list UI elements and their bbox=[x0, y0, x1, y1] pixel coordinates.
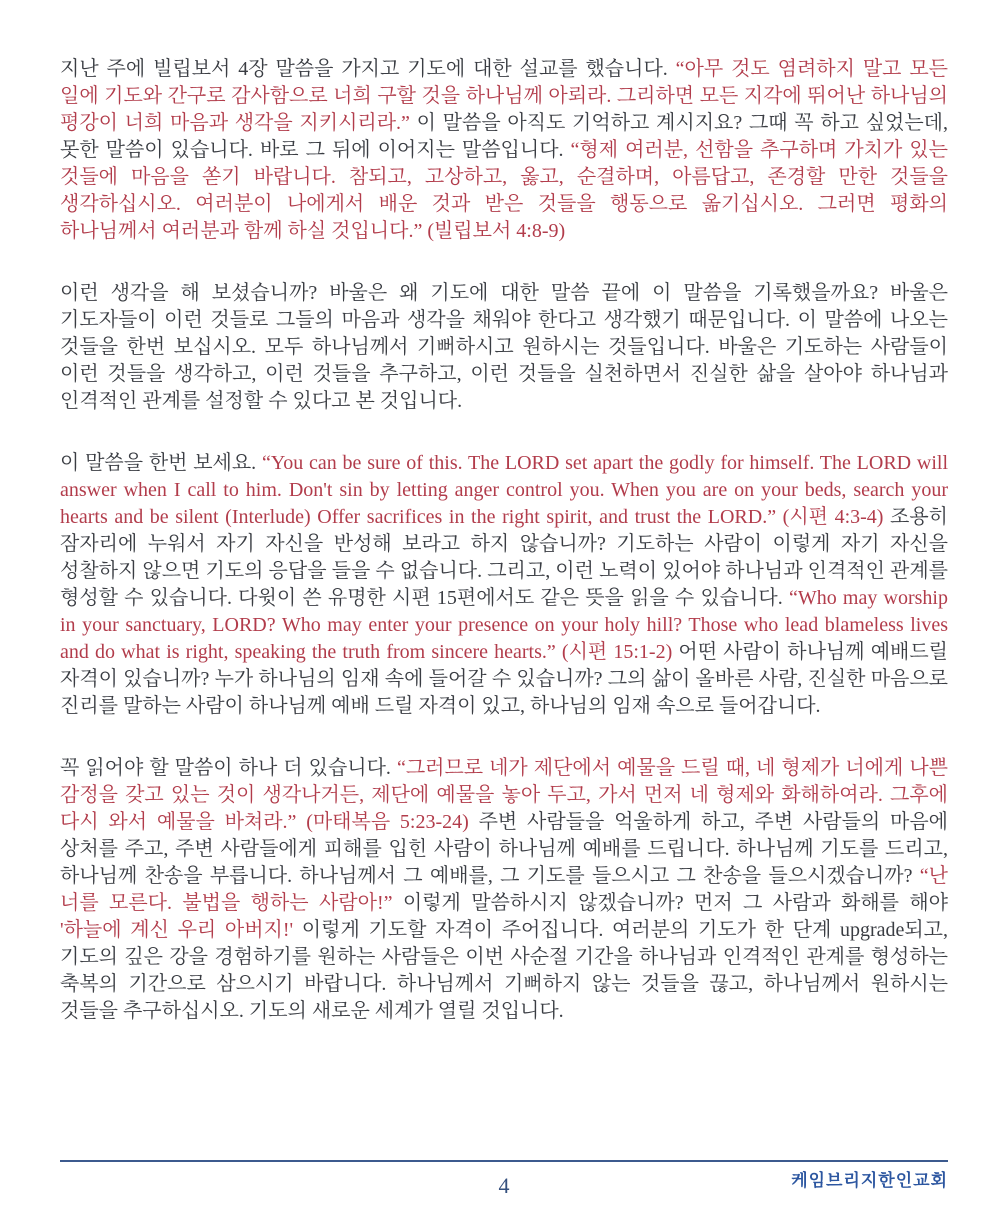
scripture-quote-run: “Who may worship in your sanctuary, LORD? Who may enter your presence on your holy hill? Those who lead blameless lives and do what is right, speaking the truth from sincere hearts.” bbox=[60, 587, 948, 663]
paragraph bbox=[60, 755, 948, 1025]
document-body bbox=[60, 56, 948, 1025]
scripture-quote-run: “난 너를 모른다. 불법을 행하는 사람아!” bbox=[60, 865, 948, 914]
scripture-quote-run: “형제 여러분, 선함을 추구하며 가치가 있는 것들에 마음을 쏟기 바랍니다. 참되고, 고상하고, 옳고, 순결하며, 아름답고, 존경할 만한 것들을 생각하십시오. 여러분이 나에게서 배운 것과 받은 것들을 행동으로 옮기십시오. 그러면 평화의 하나님께서 여러분과 함께 하실 것입니다.” bbox=[60, 139, 948, 242]
scripture-quote-run: (시편 15:1-2) bbox=[555, 641, 673, 663]
body-text-run: 이 말씀을 아직도 기억하고 계시지요? 그때 꼭 하고 싶었는데, 못한 말씀이 있습니다. 바로 그 뒤에 이어지는 말씀입니다. bbox=[60, 112, 948, 161]
body-text-run: 이렇게 말씀하시지 않겠습니까? 먼저 그 사람과 화해를 해야 bbox=[392, 892, 948, 914]
scripture-quote-run: “아무 것도 염려하지 말고 모든 일에 기도와 간구로 감사함으로 너희 구할 것을 하나님께 아뢰라. 그리하면 모든 지각에 뛰어난 하나님의 평강이 너희 마음과 생각을 지키시리라.” bbox=[60, 58, 949, 134]
paragraph bbox=[60, 280, 948, 415]
scripture-quote-run: (빌립보서 4:8-9) bbox=[422, 220, 566, 242]
scripture-quote-run: (시편 4:3-4) bbox=[776, 506, 884, 528]
scripture-quote-run: (마태복음 5:23-24) bbox=[296, 811, 469, 833]
body-text-run: 꼭 읽어야 할 말씀이 하나 더 있습니다. bbox=[60, 757, 397, 779]
footer-rule bbox=[60, 1160, 948, 1162]
body-text-run: 이런 생각을 해 보셨습니까? 바울은 왜 기도에 대한 말씀 끝에 이 말씀을 기록했을까요? 바울은 기도자들이 이런 것들로 그들의 마음과 생각을 채워야 한다고 생각했기 때문입니다. 이 말씀에 나오는 것들을 한번 보십시오. 모두 하나님께서 기뻐하시고 원하시는 것들입니다. 바울은 기도하는 사람들이 이런 것들을 생각하고, 이런 것들을 추구하고, 이런 것들을 실천하면서 진실한 삶을 살아야 하나님과 인격적인 관계를 설정할 수 있다고 본 것입니다. bbox=[60, 282, 948, 412]
scripture-quote-run: “You can be sure of this. The LORD set apart the godly for himself. The LORD will answer when I call to him. Don't sin by letting anger control you. When you are on your beds, search your hearts and be silent (Interlude) Offer sacrifices in the right spirit, and trust the LORD.” bbox=[60, 452, 948, 528]
page-footer bbox=[60, 1160, 948, 1210]
body-text-run: 주변 사람들을 억울하게 하고, 주변 사람들의 마음에 상처를 주고, 주변 사람들에게 피해를 입힌 사람이 하나님께 예배를 드립니다. 하나님께 기도를 드리고, 하나님께 찬송을 부릅니다. 하나님께서 그 예배를, 그 기도를 들으시고 그 찬송을 들으시겠습니까? bbox=[60, 811, 948, 887]
scripture-quote-run: “그러므로 네가 제단에서 예물을 드릴 때, 네 형제가 너에게 나쁜 감정을 갖고 있는 것이 생각나거든, 제단에 예물을 놓아 두고, 가서 먼저 네 형제와 화해하여라. 그후에 다시 와서 예물을 바쳐라.” bbox=[60, 757, 948, 833]
church-name: 케임브리지한인교회 bbox=[791, 1171, 948, 1190]
body-text-run: 조용히 잠자리에 누워서 자기 자신을 반성해 보라고 하지 않습니까? 기도하는 사람이 이렇게 자기 자신을 성찰하지 않으면 기도의 응답을 들을 수 없습니다. 그리고, 이런 노력이 있어야 하나님과 인격적인 관계를 형성할 수 있습니다. 다윗이 쓴 유명한 시편 15편에서도 같은 뜻을 읽을 수 있습니다. bbox=[60, 506, 949, 609]
body-text-run: 어떤 사람이 하나님께 예배드릴 자격이 있습니까? 누가 하나님의 임재 속에 들어갈 수 있습니까? 그의 삶이 올바른 사람, 진실한 마음으로 진리를 말하는 사람이 하나님께 예배 드릴 자격이 있고, 하나님의 임재 속으로 들어갑니다. bbox=[60, 641, 948, 717]
paragraph bbox=[60, 450, 948, 720]
paragraph bbox=[60, 56, 948, 245]
body-text-run: 지난 주에 빌립보서 4장 말씀을 가지고 기도에 대한 설교를 했습니다. bbox=[60, 58, 676, 80]
page-number: 4 bbox=[498, 1173, 510, 1198]
body-text-run: 이 말씀을 한번 보세요. bbox=[60, 452, 262, 474]
scripture-quote-run: '하늘에 계신 우리 아버지!' bbox=[60, 919, 294, 941]
body-text-run: 이렇게 기도할 자격이 주어집니다. 여러분의 기도가 한 단계 upgrade되고, 기도의 깊은 강을 경험하기를 원하는 사람들은 이번 사순절 기간을 하나님과 인격적인 관계를 형성하는 축복의 기간으로 삼으시기 바랍니다. 하나님께서 기뻐하지 않는 것들을 끊고, 하나님께서 원하시는 것들을 추구하십시오. 기도의 새로운 세계가 열릴 것입니다. bbox=[60, 919, 948, 1022]
